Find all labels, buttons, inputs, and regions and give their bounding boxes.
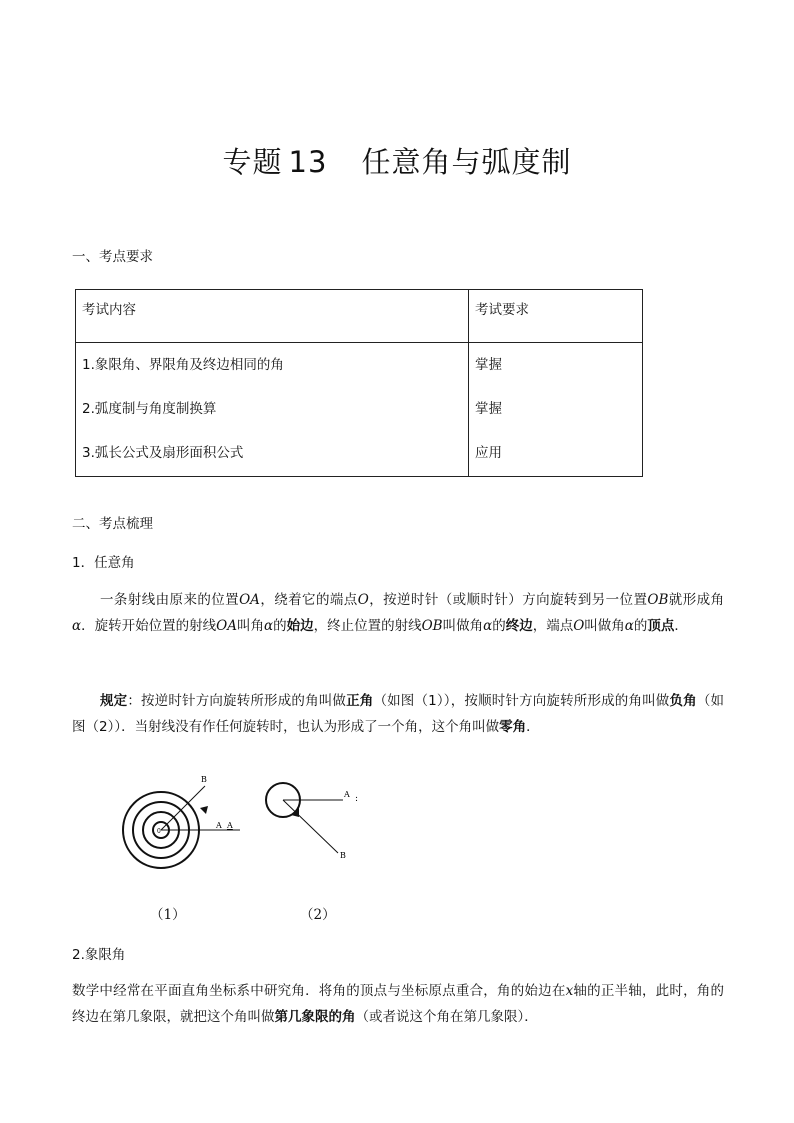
text: 叫做角	[442, 618, 484, 634]
table-row	[76, 431, 643, 477]
text: （或者说这个角在第几象限）．	[355, 1009, 538, 1025]
figure-negative-angle	[255, 770, 375, 870]
term-vertex: 顶点	[647, 618, 675, 634]
figure2-caption: （2）	[300, 907, 336, 923]
label-O: 0	[157, 828, 161, 835]
title-text: 任意角与弧度制	[361, 145, 572, 179]
term-terminal-side: 终边	[505, 618, 533, 634]
table-header-requirement: 考试要求	[469, 290, 643, 343]
paragraph-rule	[72, 688, 724, 740]
label-B: B	[201, 775, 207, 784]
text: ：按逆时针方向旋转所形成的角叫做	[127, 693, 347, 709]
table-header-content: 考试内容	[76, 290, 469, 343]
figure1-caption: （1）	[150, 907, 186, 923]
text: 叫做角	[584, 618, 625, 634]
text: ．	[526, 719, 540, 735]
subsection2-heading: 2.象限角	[72, 947, 126, 963]
text: ，终止位置的射线	[313, 618, 422, 634]
table-cell: 应用	[469, 431, 643, 477]
math-alpha: α	[263, 618, 274, 634]
text: ，端点	[532, 618, 574, 634]
text: ．	[674, 618, 688, 634]
term-initial-side: 始边	[286, 618, 314, 634]
terminal-side-OB	[283, 800, 338, 853]
table-cell: 掌握	[469, 387, 643, 431]
term-zero-angle: 零角	[499, 719, 527, 735]
math-OB: OB	[647, 592, 669, 608]
label-A: A	[227, 821, 233, 830]
text: （如图（2））．当射线没有作任何旋转时，也认为形成了一个角，这个角叫做	[72, 693, 724, 735]
math-alpha: α	[624, 618, 634, 634]
math-OA: OA	[216, 618, 237, 634]
table-cell: 掌握	[469, 343, 643, 387]
figure-positive-angle	[120, 770, 250, 880]
text: 就形成角	[668, 592, 725, 608]
label-B: B	[340, 851, 346, 860]
table-cell: 2.弧度制与角度制换算	[76, 387, 469, 431]
text: 的	[633, 618, 648, 634]
table-header-row	[76, 290, 643, 343]
math-OB: OB	[421, 618, 443, 634]
text: （如图（1）），按顺时针方向旋转所形成的角叫做	[373, 693, 670, 709]
term-positive-angle: 正角	[346, 693, 374, 709]
section1-heading: 一、考点要求	[72, 249, 153, 265]
subsection1-heading: 1．任意角	[72, 555, 135, 571]
label-A: A	[216, 821, 222, 830]
requirements-table	[75, 289, 643, 477]
text: ，按逆时针（或顺时针）方向旋转到另一位置	[368, 592, 648, 608]
text: 叫角	[236, 618, 264, 634]
text: ．旋转开始位置的射线	[81, 618, 217, 634]
text: 一条射线由原来的位置	[100, 592, 240, 608]
math-alpha: α	[72, 618, 82, 634]
page-title	[0, 140, 794, 181]
term-negative-angle: 负角	[669, 693, 697, 709]
table-cell: 3.弧长公式及扇形面积公式	[76, 431, 469, 477]
math-OA: OA	[239, 592, 260, 608]
text: 轴的正半轴，此时，角的终边在第几象限，就把这个角叫做	[72, 983, 724, 1025]
text: 的	[273, 618, 287, 634]
math-O: O	[357, 592, 369, 608]
label-A: A	[344, 790, 350, 799]
text: ，绕着它的端点	[259, 592, 358, 608]
math-x: x	[565, 983, 574, 999]
table-cell: 1.象限角、界限角及终边相同的角	[76, 343, 469, 387]
table-row	[76, 343, 643, 387]
colon-mark: :	[355, 794, 359, 804]
title-prefix: 专题	[222, 145, 283, 179]
arrow-head	[200, 806, 208, 814]
section2-heading: 二、考点梳理	[72, 516, 153, 532]
term-quadrant-angle: 第几象限的角	[274, 1009, 356, 1025]
term-rule: 规定	[100, 693, 128, 709]
math-alpha: α	[483, 618, 493, 634]
math-O: O	[573, 618, 585, 634]
text: 数学中经常在平面直角坐标系中研究角．将角的顶点与坐标原点重合，角的始边在	[72, 983, 566, 999]
paragraph-quadrant-angle	[72, 978, 724, 1030]
title-number: 13	[288, 145, 328, 179]
text: 的	[492, 618, 506, 634]
paragraph-any-angle	[72, 587, 724, 639]
table-row	[76, 387, 643, 431]
